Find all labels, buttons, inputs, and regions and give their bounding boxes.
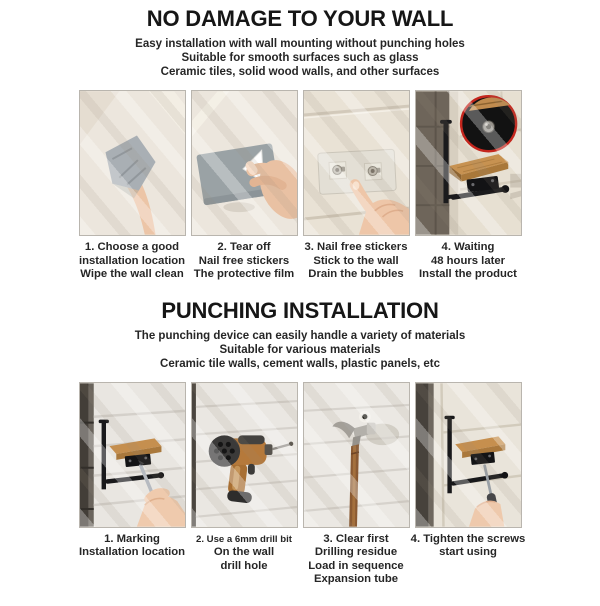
section1-steps-row bbox=[0, 90, 600, 282]
step-card bbox=[300, 382, 412, 587]
step-caption: 1. Choose a good installation location Wipe the wall clean bbox=[78, 241, 186, 280]
subtitle-line: The punching device can easily handle a variety of materials bbox=[134, 329, 466, 342]
wipe-wall-illustration bbox=[80, 91, 185, 235]
step-caption: 3. Clear first Drilling residue Load in sequence Expansion tube bbox=[308, 532, 404, 585]
drilled-hole bbox=[362, 414, 367, 419]
step-caption: 1. Marking Installation location bbox=[78, 532, 186, 558]
installed-product-illustration bbox=[416, 91, 521, 235]
subtitle-line: Ceramic tile walls, cement walls, plastic panels, etc bbox=[160, 357, 440, 370]
screw-right bbox=[364, 163, 382, 181]
step-card bbox=[76, 382, 188, 587]
step-card bbox=[412, 382, 524, 587]
photo-wipe-wall bbox=[79, 90, 186, 236]
subtitle-line: Suitable for smooth surfaces such as glass bbox=[181, 52, 419, 64]
section2-steps-row bbox=[0, 382, 600, 587]
step-card bbox=[188, 90, 300, 282]
step-card bbox=[412, 90, 524, 282]
screw-left bbox=[328, 162, 346, 180]
press-sticker-illustration bbox=[304, 91, 409, 235]
step-caption: 2. Tear off Nail free stickers The protective film bbox=[193, 241, 295, 280]
drill-illustration bbox=[192, 383, 297, 527]
tighten-screws-illustration bbox=[416, 383, 521, 527]
section-no-damage bbox=[0, 6, 600, 282]
photo-installed-product bbox=[415, 90, 522, 236]
section2-title: PUNCHING INSTALLATION bbox=[161, 297, 439, 323]
step-caption: 4. Waiting 48 hours later Install the product bbox=[419, 241, 517, 280]
step-caption: 2. Use a 6mm drill bit On the wall drill hole bbox=[196, 533, 292, 572]
section1-title: NO DAMAGE TO YOUR WALL bbox=[146, 6, 454, 31]
peel-film-illustration bbox=[192, 91, 297, 235]
step-card bbox=[188, 382, 300, 587]
product-instruction-page bbox=[0, 6, 600, 587]
section-punching bbox=[0, 298, 600, 587]
subtitle-line: Easy installation with wall mounting without punching holes bbox=[135, 38, 465, 50]
step-caption: 4. Tighten the screws start using bbox=[410, 532, 526, 558]
step-card bbox=[76, 90, 188, 282]
subtitle-line: Suitable for various materials bbox=[219, 343, 381, 356]
photo-press-sticker bbox=[303, 90, 410, 236]
hammer-illustration bbox=[304, 383, 409, 527]
photo-tighten-screws bbox=[415, 382, 522, 528]
step-card bbox=[300, 90, 412, 282]
step-caption: 3. Nail free stickers Stick to the wall Drain the bubbles bbox=[304, 241, 408, 280]
section1-subtitle bbox=[0, 37, 600, 79]
subtitle-line: Ceramic tiles, solid wood walls, and other surfaces bbox=[160, 66, 440, 78]
wall-shadow bbox=[510, 174, 521, 200]
photo-hammer bbox=[303, 382, 410, 528]
photo-marking bbox=[79, 382, 186, 528]
marking-illustration bbox=[80, 383, 185, 527]
photo-peel-film bbox=[191, 90, 298, 236]
photo-drill bbox=[191, 382, 298, 528]
section2-subtitle bbox=[0, 329, 600, 371]
